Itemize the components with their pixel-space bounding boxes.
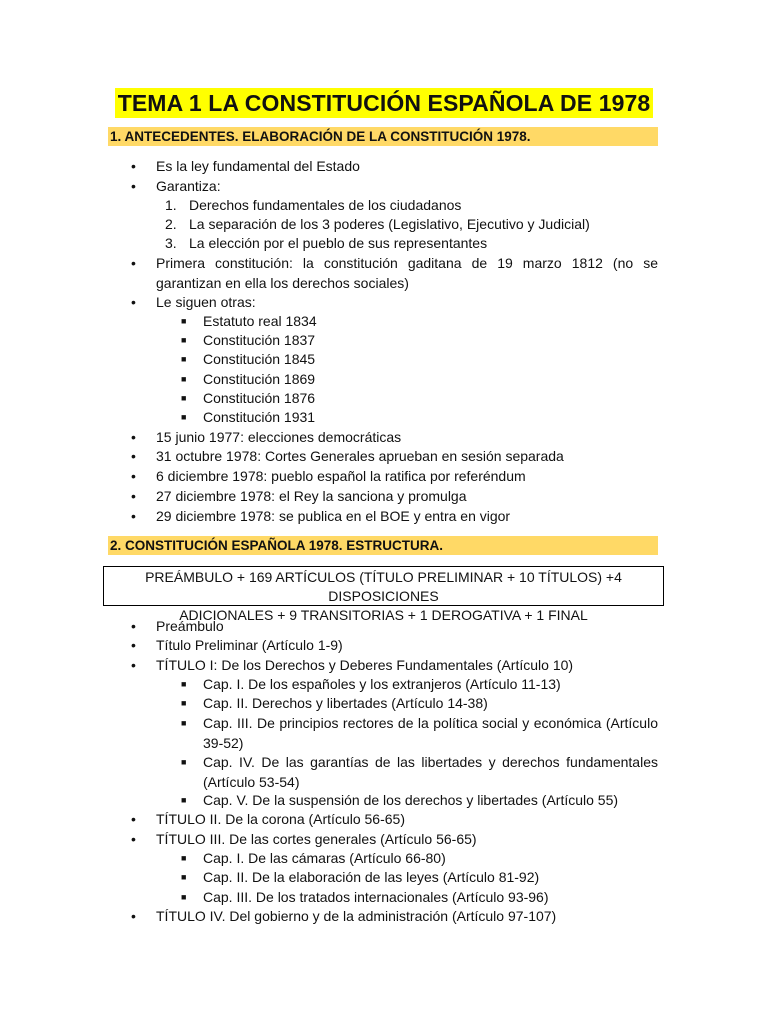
square-bullet-icon: ■ (181, 872, 187, 882)
list-item: 3. La elección por el pueblo de sus representantes (165, 235, 488, 251)
list-item: • 6 diciembre 1978: pueblo español la ratifica por referéndum (156, 467, 658, 487)
list-item: • TÍTULO III. De las cortes generales (Artículo 56-65) (156, 830, 658, 850)
square-bullet-icon: ■ (181, 795, 187, 805)
square-bullet-icon: ■ (181, 354, 187, 364)
bullet-icon: • (131, 618, 136, 634)
list-item: ■ Estatuto real 1834 (203, 312, 658, 332)
list-item: ■ Cap. V. De la suspensión de los derechos y libertades (Artículo 55) (203, 791, 658, 811)
list-item: 2. La separación de los 3 poderes (Legislativo, Ejecutivo y Judicial) (165, 216, 590, 232)
bullet-icon: • (131, 294, 136, 310)
bullet-icon: • (131, 657, 136, 673)
bullet-icon: • (131, 488, 136, 504)
list-item: ■ Cap. III. De principios rectores de la política social y económica (Artículo 39-52) (181, 715, 658, 751)
list-item: • 15 junio 1977: elecciones democráticas (156, 428, 658, 448)
square-bullet-icon: ■ (181, 757, 187, 767)
list-item: ■ Constitución 1845 (203, 350, 658, 370)
structure-summary-line-1: PREÁMBULO + 169 ARTÍCULOS (TÍTULO PRELIMINAR + 10 TÍTULOS) +4 DISPOSICIONES (145, 569, 622, 604)
list-item: ■ Constitución 1869 (203, 370, 658, 390)
bullet-icon: • (131, 448, 136, 464)
bullet-icon: • (131, 255, 136, 271)
bullet-icon: • (131, 429, 136, 445)
list-item: • Es la ley fundamental del Estado (156, 157, 658, 177)
list-item: 1. Derechos fundamentales de los ciudadanos (165, 197, 462, 213)
title-wrap (0, 88, 768, 118)
bullet-icon: • (131, 158, 136, 174)
list-item: • 29 diciembre 1978: se publica en el BOE y entra en vigor (156, 507, 658, 527)
bullet-icon: • (131, 908, 136, 924)
square-bullet-icon: ■ (181, 412, 187, 422)
bullet-icon: • (131, 811, 136, 827)
structure-summary-line-2: ADICIONALES + 9 TRANSITORIAS + 1 DEROGATIVA + 1 FINAL (179, 607, 588, 623)
square-bullet-icon: ■ (181, 374, 187, 384)
list-item: • TÍTULO II. De la corona (Artículo 56-65) (156, 810, 658, 830)
list-item: • 27 diciembre 1978: el Rey la sanciona y promulga (156, 487, 658, 507)
list-item: ■ Cap. II. De la elaboración de las leyes (Artículo 81-92) (203, 868, 658, 888)
square-bullet-icon: ■ (181, 335, 187, 345)
square-bullet-icon: ■ (181, 393, 187, 403)
list-item: ■ Constitución 1876 (203, 389, 658, 409)
bullet-icon: • (131, 468, 136, 484)
square-bullet-icon: ■ (181, 892, 187, 902)
page-title: TEMA 1 LA CONSTITUCIÓN ESPAÑOLA DE 1978 (115, 88, 654, 118)
list-item: • TÍTULO I: De los Derechos y Deberes Fundamentales (Artículo 10) (156, 656, 658, 676)
list-item: ■ Cap. III. De los tratados internacionales (Artículo 93-96) (203, 888, 658, 908)
bullet-icon: • (131, 637, 136, 653)
list-item: ■ Constitución 1931 (203, 408, 658, 428)
square-bullet-icon: ■ (181, 698, 187, 708)
list-item: • TÍTULO IV. Del gobierno y de la administración (Artículo 97-107) (156, 907, 658, 927)
list-item: ■ Constitución 1837 (203, 331, 658, 351)
section-heading-2: 2. CONSTITUCIÓN ESPAÑOLA 1978. ESTRUCTURA. (108, 536, 658, 555)
list-item: • Preámbulo (156, 617, 658, 637)
list-item: ■ Cap. IV. De las garantías de las libertades y derechos fundamentales (Artículo 53-54) (181, 754, 658, 790)
square-bullet-icon: ■ (181, 718, 187, 728)
bullet-icon: • (131, 508, 136, 524)
list-item: • 31 octubre 1978: Cortes Generales aprueban en sesión separada (156, 447, 658, 467)
bullet-icon: • (131, 178, 136, 194)
square-bullet-icon: ■ (181, 853, 187, 863)
list-item: • Título Preliminar (Artículo 1-9) (156, 636, 658, 656)
list-item: ■ Cap. II. Derechos y libertades (Artículo 14-38) (203, 694, 658, 714)
list-item: • Primera constitución: la constitución gaditana de 19 marzo 1812 (no se garantizan en ella los derechos sociales) (131, 255, 658, 291)
square-bullet-icon: ■ (181, 679, 187, 689)
list-item: • Le siguen otras: (156, 293, 658, 313)
structure-summary-box (103, 566, 664, 623)
list-item: ■ Cap. I. De los españoles y los extranjeros (Artículo 11-13) (203, 675, 658, 695)
bullet-icon: • (131, 831, 136, 847)
square-bullet-icon: ■ (181, 316, 187, 326)
section-heading-1: 1. ANTECEDENTES. ELABORACIÓN DE LA CONSTITUCIÓN 1978. (108, 127, 658, 146)
list-item: • Garantiza: (156, 177, 658, 197)
list-item: ■ Cap. I. De las cámaras (Artículo 66-80) (203, 849, 658, 869)
